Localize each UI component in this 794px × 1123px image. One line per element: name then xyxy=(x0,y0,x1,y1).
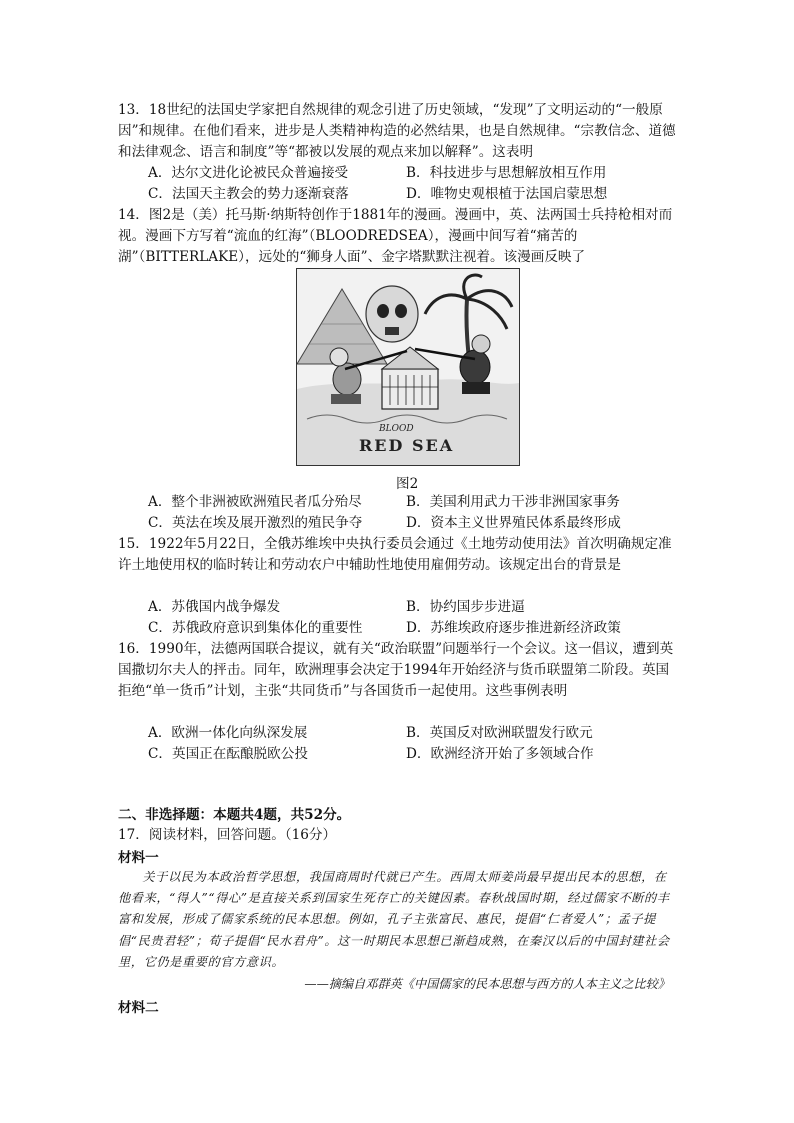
question-number: 15． xyxy=(118,536,149,552)
cartoon-label-red-sea: RED SEA xyxy=(359,436,455,455)
option-b: B．美国利用武力干涉非洲国家事务 xyxy=(406,494,620,510)
question-13 xyxy=(118,100,678,163)
option-a: A．整个非洲被欧洲殖民者瓜分殆尽 xyxy=(148,494,362,510)
option-c: C．英法在埃及展开激烈的殖民争夺 xyxy=(148,515,363,531)
question-stem: 18世纪的法国史学家把自然规律的观念引进了历史领域，“发现”了文明运动的“一般原因”和规律。在他们看来，进步是人类精神构造的必然结果，也是自然规律。“宗教信念、道德和法律观念、语言和制度”等“都被以发展的观点来加以解释”。这表明 xyxy=(118,102,676,160)
material-2-label: 材料二 xyxy=(118,1000,159,1016)
option-d: D．唯物史观根植于法国启蒙思想 xyxy=(406,186,608,202)
option-a: A．苏俄国内战争爆发 xyxy=(148,599,281,615)
option-c: C．英国正在酝酿脱欧公投 xyxy=(148,746,308,762)
question-number: 13． xyxy=(118,102,149,118)
question-16-options xyxy=(148,723,678,765)
option-c: C．苏俄政府意识到集体化的重要性 xyxy=(148,620,363,636)
cartoon-figure xyxy=(296,268,520,466)
question-stem: 1990年，法德两国联合提议，就有关“政治联盟”问题举行一个会议。这一倡议，遭到英国撒切尔夫人的抨击。同年，欧洲理事会决定于1994年开始经济与货币联盟第二阶段。英国拒绝“单一货币”计划，主张“共同货币”与各国货币一起使用。这些事例表明 xyxy=(118,641,674,699)
option-c: C．法国天主教会的势力逐渐衰落 xyxy=(148,186,349,202)
question-17-intro: 17．阅读材料，回答问题。（16分） xyxy=(118,827,337,843)
question-13-options xyxy=(148,163,678,205)
question-15 xyxy=(118,534,678,576)
option-b: B．协约国步步进逼 xyxy=(406,599,525,615)
question-number: 14． xyxy=(118,207,149,223)
option-a: A．欧洲一体化向纵深发展 xyxy=(148,725,308,741)
option-d: D．欧洲经济开始了多领域合作 xyxy=(406,746,594,762)
material-1-label: 材料一 xyxy=(118,850,159,866)
figure-caption: 图2 xyxy=(396,476,419,492)
question-16 xyxy=(118,639,678,702)
cartoon-illustration xyxy=(297,269,519,465)
cartoon-label-blood: BLOOD xyxy=(379,424,414,434)
question-stem: 1922年5月22日，全俄苏维埃中央执行委员会通过《土地劳动使用法》首次明确规定准许土地使用权的临时转让和劳动农户中辅助性地使用雇佣劳动。该规定出台的背景是 xyxy=(118,536,672,573)
material-1-text: 关于以民为本政治哲学思想，我国商周时代就已产生。西周太师姜尚最早提出民本的思想，在他看来，“得人”“得心”是直接关系到国家生死存亡的关键因素。春秋战国时期，经过儒家不断的丰富和发展，形成了儒家系统的民本思想。例如，孔子主张富民、惠民，提倡“仁者爱人”；孟子提倡“民贵君轻”；荀子提倡“民水君舟”。这一时期民本思想已渐趋成熟，在秦汉以后的中国封建社会里，它仍是重要的官方意识。 xyxy=(118,870,670,969)
section-title: 二、非选择题：本题共4题，共52分。 xyxy=(118,807,351,823)
question-15-options xyxy=(148,597,678,639)
question-14 xyxy=(118,205,678,268)
question-number: 16． xyxy=(118,641,149,657)
option-a: A．达尔文进化论被民众普遍接受 xyxy=(148,165,349,181)
option-b: B．英国反对欧洲联盟发行欧元 xyxy=(406,725,593,741)
material-1-source: ——摘编自邓群英《中国儒家的民本思想与西方的人本主义之比较》 xyxy=(304,977,670,991)
option-d: D．苏维埃政府逐步推进新经济政策 xyxy=(406,620,621,636)
option-d: D．资本主义世界殖民体系最终形成 xyxy=(406,515,621,531)
question-stem: 图2是（美）托马斯·纳斯特创作于1881年的漫画。漫画中，英、法两国士兵持枪相对而视。漫画下方写着“流血的红海”（BLOODREDSEA），漫画中间写着“痛苦的湖”（BITTERLAKE），远处的“狮身人面”、金字塔默默注视着。该漫画反映了 xyxy=(118,207,673,265)
option-b: B．科技进步与思想解放相互作用 xyxy=(406,165,607,181)
question-14-options xyxy=(148,492,678,534)
